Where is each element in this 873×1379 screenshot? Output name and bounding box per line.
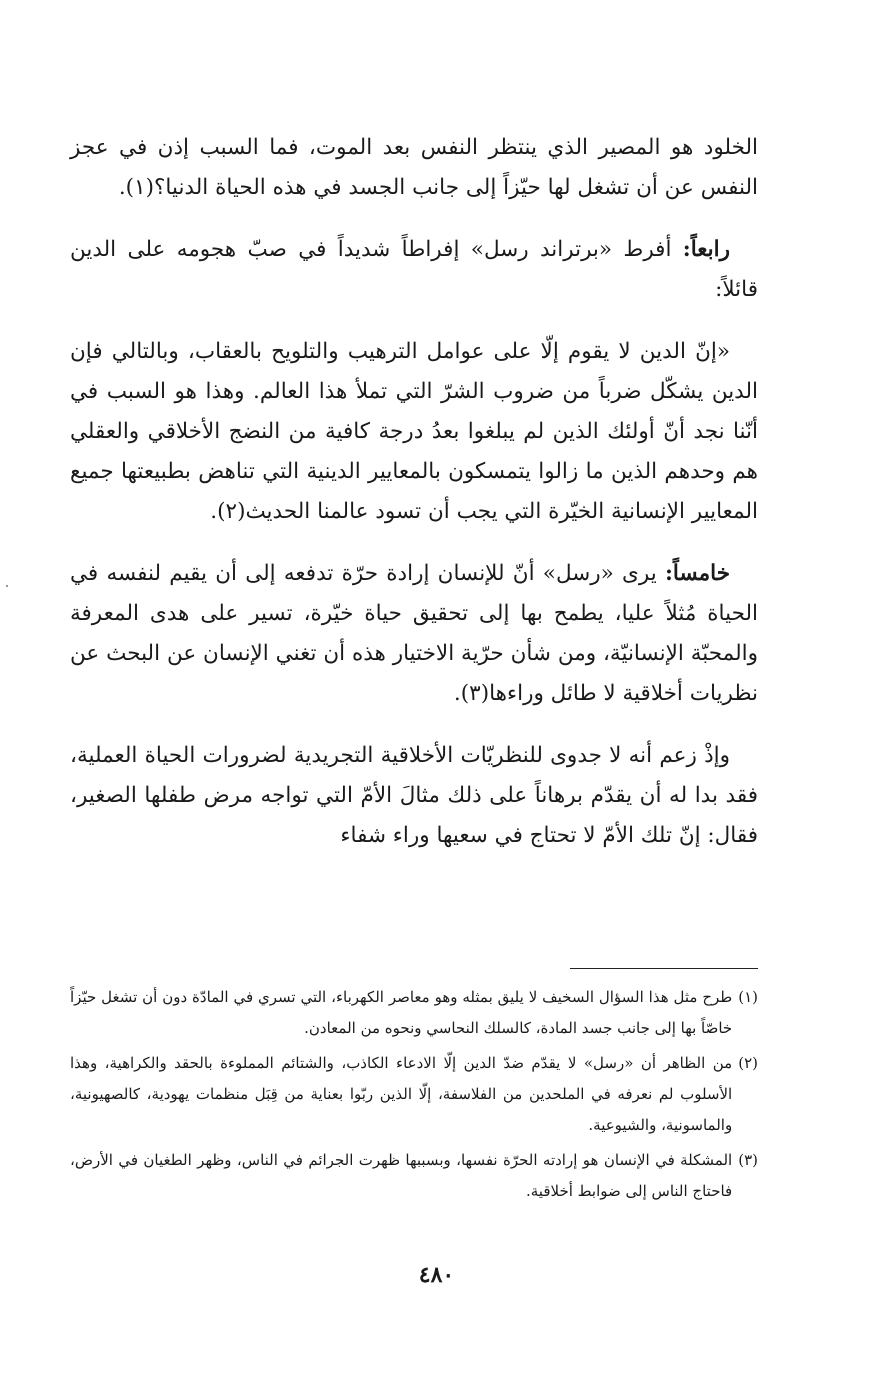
footnote-number: (١) — [738, 988, 758, 1006]
main-text — [70, 128, 758, 878]
footnote-number: (٣) — [738, 1151, 758, 1169]
footnote-number: (٢) — [738, 1054, 758, 1072]
paragraph-1 — [70, 128, 758, 208]
footnote-text: من الظاهر أن «رسل» لا يقدّم ضدّ الدين إلّا الادعاء الكاذب، والشتائم المملوءة بالحقد والكراهية، وهذا الأسلوب لم نعرفه في الملحدين من الفلاسفة، إلّا الذين ربّوا بعناية من قِبَل منظمات يهودية، كالصهيونية، والماسونية، والشيوعية. — [70, 1054, 733, 1134]
paragraph-2 — [70, 230, 758, 310]
paragraph-text: الخلود هو المصير الذي ينتظر النفس بعد الموت، فما السبب إذن في عجز النفس عن أن تشغل لها حيّزاً إلى جانب الجسد في هذه الحياة الدنيا؟(١). — [70, 135, 758, 200]
footnotes — [70, 982, 758, 1211]
paragraph-lead: خامساً: — [664, 561, 730, 586]
footnote-3 — [70, 1145, 758, 1207]
paragraph-3 — [70, 332, 758, 532]
footnote-1 — [70, 982, 758, 1044]
paragraph-lead: رابعاً: — [682, 237, 730, 262]
footnote-text: طرح مثل هذا السؤال السخيف لا يليق بمثله وهو معاصر الكهرباء، التي تسري في المادّة دون أن تشغل حيّزاً خاصّاً بها إلى جانب جسد المادة، كالسلك النحاسي ونحوه من المعادن. — [70, 988, 733, 1037]
paragraph-text: أفرط «برتراند رسل» إفراطاً شديداً في صبّ هجومه على الدين قائلاً: — [70, 237, 758, 302]
footnote-2 — [70, 1048, 758, 1141]
paragraph-text: يرى «رسل» أنّ للإنسان إرادة حرّة تدفعه إلى أن يقيم لنفسه في الحياة مُثلاً عليا، يطمح بها إلى تحقيق حياة خيّرة، تسير على هدى المعرفة والمحبّة الإنسانيّة، ومن شأن حرّية الاختيار هذه أن تغني الإنسان عن البحث عن نظريات أخلاقية لا طائل وراءها(٣). — [70, 561, 758, 706]
footnote-divider — [570, 968, 758, 969]
page-number: ٤٨٠ — [418, 1262, 455, 1288]
margin-speck — [6, 585, 8, 587]
paragraph-5 — [70, 736, 758, 856]
paragraph-4 — [70, 554, 758, 714]
footnote-text: المشكلة في الإنسان هو إرادته الحرّة نفسها، وبسببها ظهرت الجرائم في الناس، وظهر الطغيان في الأرض، فاحتاج الناس إلى ضوابط أخلاقية. — [70, 1151, 733, 1200]
paragraph-text: وإذْ زعم أنه لا جدوى للنظريّات الأخلاقية التجريدية لضرورات الحياة العملية، فقد بدا له أن يقدّم برهاناً على ذلك مثالَ الأمّ التي تواجه مرض طفلها الصغير، فقال: إنّ تلك الأمّ لا تحتاج في سعيها وراء شفاء — [70, 743, 758, 848]
paragraph-text: «إنّ الدين لا يقوم إلّا على عوامل الترهيب والتلويح بالعقاب، وبالتالي فإن الدين يشكّل ضرباً من ضروب الشرّ التي تملأ هذا العالم. وهذا هو السبب في أنّنا نجد أنّ أولئك الذين لم يبلغوا بعدُ درجة كافية من النضج الأخلاقي والعقلي هم وحدهم الذين ما زالوا يتمسكون بالمعايير الدينية التي تناهض بطبيعتها جميع المعايير الإنسانية الخيّرة التي يجب أن تسود عالمنا الحديث(٢). — [70, 339, 758, 524]
